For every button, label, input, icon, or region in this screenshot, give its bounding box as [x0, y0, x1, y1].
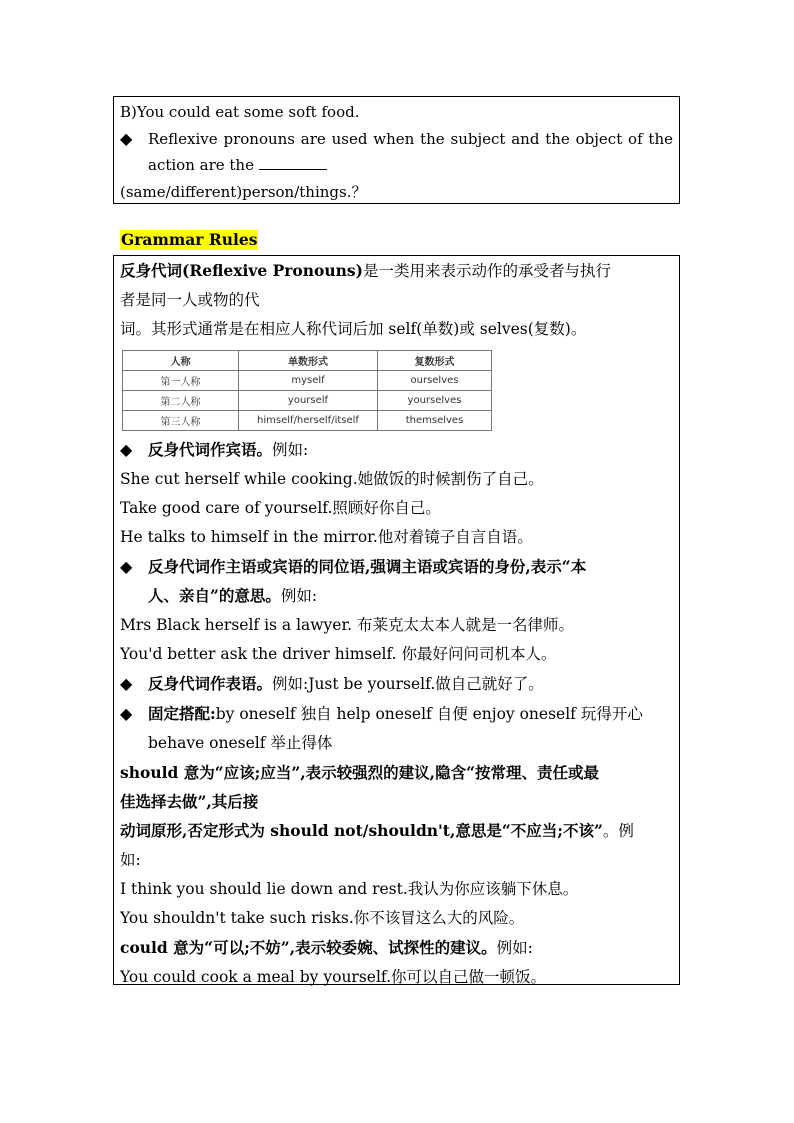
should-rule-tail: 。例 [602, 822, 634, 840]
grammar-rules-box [113, 255, 680, 985]
should-rule-line3 [120, 816, 673, 846]
bullet-appositive [120, 552, 673, 581]
bullet-tail: 例如: [280, 587, 318, 605]
table-header: 复数形式 [378, 351, 492, 371]
diamond-bullet-icon: ◆ [120, 674, 133, 693]
table-header: 单数形式 [239, 351, 378, 371]
question-box [113, 96, 680, 204]
table-cell: 第三人称 [123, 411, 239, 431]
should-rule-line2: 佳选择去做”,其后接 [120, 792, 259, 811]
answer-blank[interactable] [259, 155, 327, 170]
bullet-title: 反身代词作主语或宾语的同位语,强调主语或宾语的身份,表示“本 [148, 557, 587, 576]
diamond-bullet-icon: ◆ [120, 128, 133, 148]
bullet-predicative [120, 669, 673, 699]
intro-bold: 反身代词(Reflexive Pronouns) [120, 261, 363, 280]
pronoun-table [122, 350, 492, 431]
bullet-title: 反身代词作表语。 [148, 674, 273, 693]
table-header: 人称 [123, 351, 239, 371]
table-row [123, 391, 492, 411]
example-line: You'd better ask the driver himself. 你最好问问司机本人。 [120, 645, 557, 663]
table-cell: himself/herself/itself [239, 411, 378, 431]
could-rule-tail: 例如: [496, 939, 533, 957]
bullet-collocations [120, 699, 673, 729]
bullet-tail: 例如:Just be yourself.做自己就好了。 [272, 675, 544, 693]
could-rule-line [120, 933, 673, 963]
bullet-title: 人、亲自”的意思。 [148, 586, 281, 605]
bullet-title: 固定搭配: [148, 704, 216, 723]
example-line: I think you should lie down and rest.我认为你应该躺下休息。 [120, 880, 579, 898]
bullet-tail: by oneself 独自 help oneself 自便 enjoy oneself 玩得开心 [215, 705, 643, 723]
should-rule-line4: 如: [120, 851, 141, 869]
question-bullet [120, 126, 673, 153]
table-cell: yourselves [378, 391, 492, 411]
table-row [123, 411, 492, 431]
bullet-continuation: behave oneself 举止得体 [148, 734, 333, 752]
intro-line2: 者是同一人或物的代 [120, 291, 260, 309]
intro-rest: 是一类用来表示动作的承受者与执行 [362, 262, 611, 280]
table-cell: themselves [378, 411, 492, 431]
diamond-bullet-icon: ◆ [120, 704, 133, 723]
option-b: B)You could eat some soft food. [120, 103, 360, 121]
bullet-object [120, 435, 673, 465]
example-line: Take good care of yourself.照顾好你自己。 [120, 499, 441, 517]
table-cell: myself [239, 371, 378, 391]
intro-line3: 词。其形式通常是在相应人称代词后加 self(单数)或 selves(复数)。 [120, 320, 587, 338]
table-cell: yourself [239, 391, 378, 411]
grammar-rules-heading: Grammar Rules [121, 230, 258, 249]
example-line: You shouldn't take such risks.你不该冒这么大的风险。 [120, 909, 525, 927]
question-line1: Reflexive pronouns are used when the subject and the object of the [148, 129, 673, 148]
table-row [123, 371, 492, 391]
example-line: Mrs Black herself is a lawyer. 布莱克太太本人就是一名律师。 [120, 616, 575, 634]
should-rule-line1: should 意为“应该;应当”,表示较强烈的建议,隐含“按常理、责任或最 [120, 763, 599, 782]
table-cell: 第二人称 [123, 391, 239, 411]
bullet-tail: 例如: [272, 441, 309, 459]
question-line2 [120, 152, 673, 179]
diamond-bullet-icon: ◆ [120, 557, 133, 576]
example-line: She cut herself while cooking.她做饭的时候割伤了自己。 [120, 470, 544, 488]
intro-line1 [120, 256, 673, 286]
question-line2-text: action are the [148, 156, 254, 174]
bullet-continuation [120, 581, 673, 611]
table-header-row [123, 351, 492, 371]
bullet-title: 反身代词作宾语。 [148, 440, 273, 459]
should-rule-bold: 动词原形,否定形式为 should not/shouldn't,意思是“不应当;不该” [120, 821, 603, 840]
table-cell: ourselves [378, 371, 492, 391]
example-line: He talks to himself in the mirror.他对着镜子自言自语。 [120, 528, 533, 546]
diamond-bullet-icon: ◆ [120, 440, 133, 459]
example-line: You could cook a meal by yourself.你可以自己做一顿饭。 [120, 968, 547, 986]
table-cell: 第一人称 [123, 371, 239, 391]
could-rule-bold: could 意为“可以;不妨”,表示较委婉、试探性的建议。 [120, 938, 497, 957]
question-line3: (same/different)person/things.？ [120, 182, 367, 201]
